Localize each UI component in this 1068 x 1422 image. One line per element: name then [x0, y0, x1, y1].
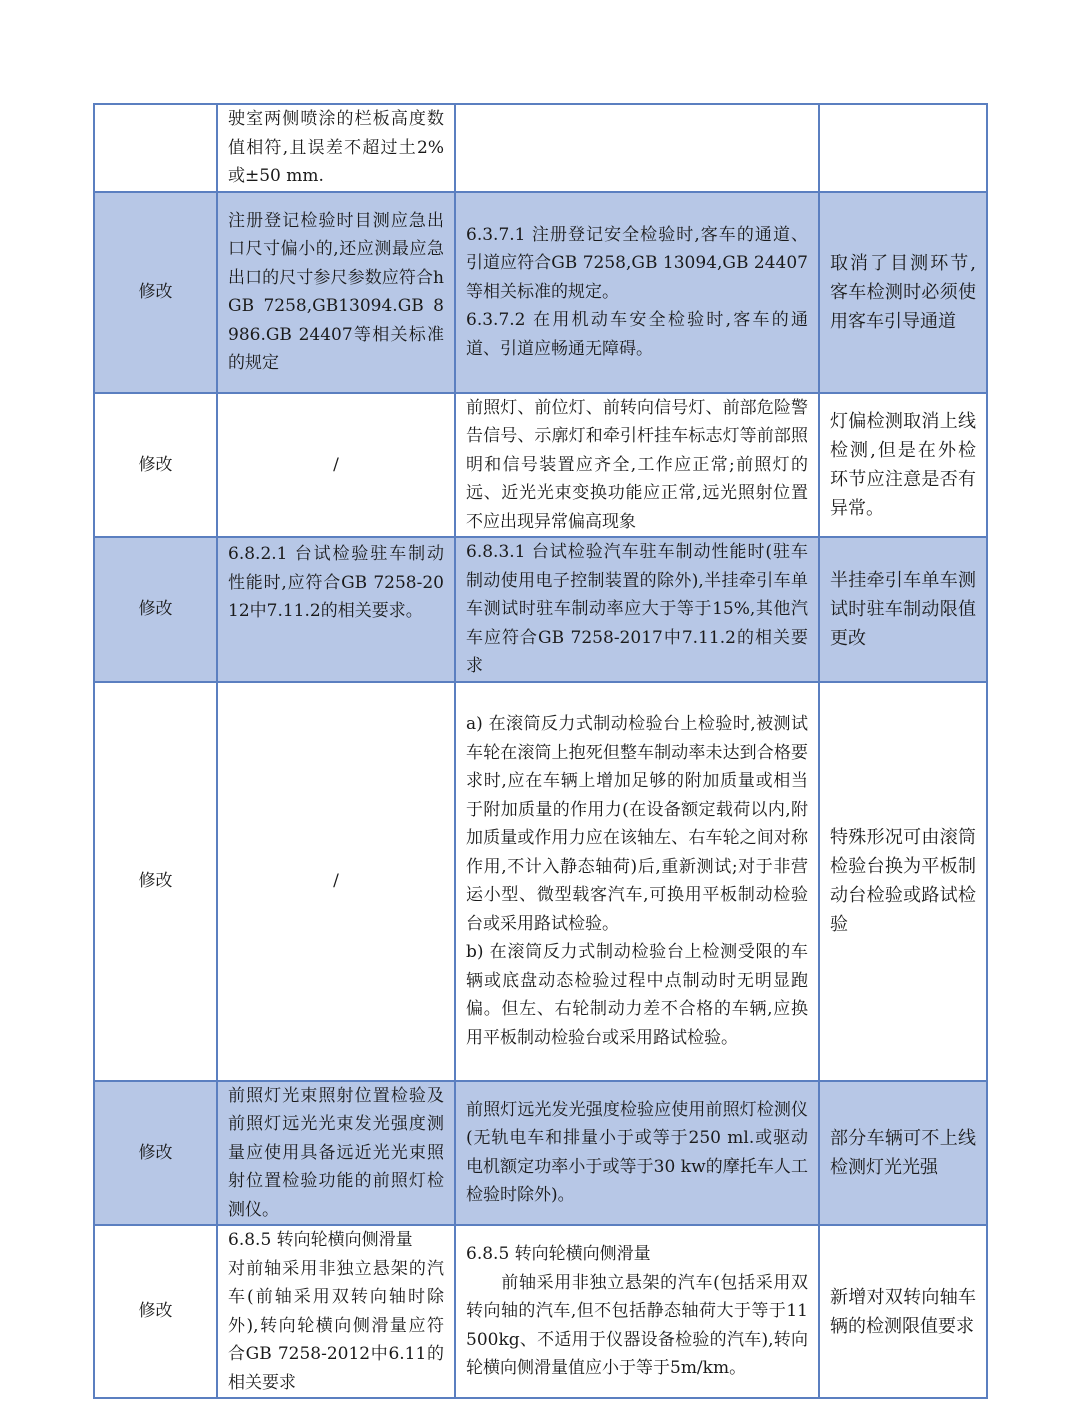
change-note-cell: 新增对双转向轴车辆的检测限值要求 [819, 1225, 987, 1398]
change-note-cell: 半挂牵引车单车测试时驻车制动限值更改 [819, 537, 987, 682]
change-note-cell: 特殊形况可由滚筒检验台换为平板制动台检验或路试检验 [819, 682, 987, 1081]
change-type-cell: 修改 [94, 1081, 217, 1226]
table-row [94, 192, 987, 393]
regulation-comparison-table [93, 103, 988, 1399]
change-type-cell: 修改 [94, 393, 217, 538]
new-standard-cell: 前照灯、前位灯、前转向信号灯、前部危险警告信号、示廓灯和牵引杆挂车标志灯等前部照明和信号装置应齐全,工作应正常;前照灯的远、近光光束变换功能应正常,远光照射位置不应出现异常偏高现象 [455, 393, 819, 538]
table-row [94, 104, 987, 192]
change-note-cell [819, 104, 987, 192]
table-row [94, 1225, 987, 1398]
old-standard-cell: 前照灯光束照射位置检验及前照灯远光光束发光强度测量应使用具备远近光光束照射位置检验功能的前照灯检测仪。 [217, 1081, 455, 1226]
change-note-cell: 部分车辆可不上线检测灯光光强 [819, 1081, 987, 1226]
change-type-cell [94, 104, 217, 192]
change-note-cell: 灯偏检测取消上线检测,但是在外检环节应注意是否有异常。 [819, 393, 987, 538]
new-standard-cell: 6.8.5 转向轮横向侧滑量 前轴采用非独立悬架的汽车(包括采用双转向轴的汽车,但不包括静态轴荷大于等于11500kg、不适用于仪器设备检验的汽车),转向轮横向侧滑量值应小于等于5m/km。 [455, 1225, 819, 1398]
table-row [94, 393, 987, 538]
change-type-cell: 修改 [94, 1225, 217, 1398]
new-standard-cell [455, 104, 819, 192]
change-note-cell: 取消了目测环节,客车检测时必须使用客车引导通道 [819, 192, 987, 393]
old-standard-cell: 6.8.2.1 台试检验驻车制动性能时,应符合GB 7258-2012中7.11.2的相关要求。 [217, 537, 455, 682]
old-standard-cell: 注册登记检验时目测应急出口尺寸偏小的,还应测最应急出口的尺寸参尺参数应符合hGB 7258,GB13094.GB 8986.GB 24407等相关标准的规定 [217, 192, 455, 393]
change-type-cell: 修改 [94, 192, 217, 393]
change-type-cell: 修改 [94, 682, 217, 1081]
old-standard-cell: 驶室两侧喷涂的栏板高度数值相符,且误差不超过土2%或±50 mm. [217, 104, 455, 192]
table-row [94, 537, 987, 682]
new-standard-cell: 6.8.3.1 台试检验汽车驻车制动性能时(驻车制动使用电子控制装置的除外),半挂牵引车单车测试时驻车制动率应大于等于15%,其他汽车应符合GB 7258-2017中7.11.2的相关要求 [455, 537, 819, 682]
new-standard-cell: a) 在滚筒反力式制动检验台上检验时,被测试车轮在滚筒上抱死但整车制动率未达到合格要求时,应在车辆上增加足够的附加质量或相当于附加质量的作用力(在设备额定载荷以内,附加质量或作用力应在该轴左、右车轮之间对称作用,不计入静态轴荷)后,重新测试;对于非营运小型、微型载客汽车,可换用平板制动检验台或采用路试检验。 b) 在滚筒反力式制动检验台上检测受限的车辆或底盘动态检验过程中点制动时无明显跑偏。但左、右轮制动力差不合格的车辆,应换用平板制动检验台或采用路试检验。 [455, 682, 819, 1081]
old-standard-cell: / [217, 393, 455, 538]
table-row [94, 682, 987, 1081]
new-standard-cell: 前照灯远光发光强度检验应使用前照灯检测仪(无轨电车和排量小于或等于250 ml.或驱动电机额定功率小于或等于30 kw的摩托车人工检验时除外)。 [455, 1081, 819, 1226]
table-row [94, 1081, 987, 1226]
new-standard-cell: 6.3.7.1 注册登记安全检验时,客车的通道、引道应符合GB 7258,GB 13094,GB 24407等相关标准的规定。 6.3.7.2 在用机动车安全检验时,客车的通道、引道应畅通无障碍。 [455, 192, 819, 393]
old-standard-cell: / [217, 682, 455, 1081]
old-standard-cell: 6.8.5 转向轮横向侧滑量 对前轴采用非独立悬架的汽车(前轴采用双转向轴时除外),转向轮横向侧滑量应符合GB 7258-2012中6.11的相关要求 [217, 1225, 455, 1398]
change-type-cell: 修改 [94, 537, 217, 682]
